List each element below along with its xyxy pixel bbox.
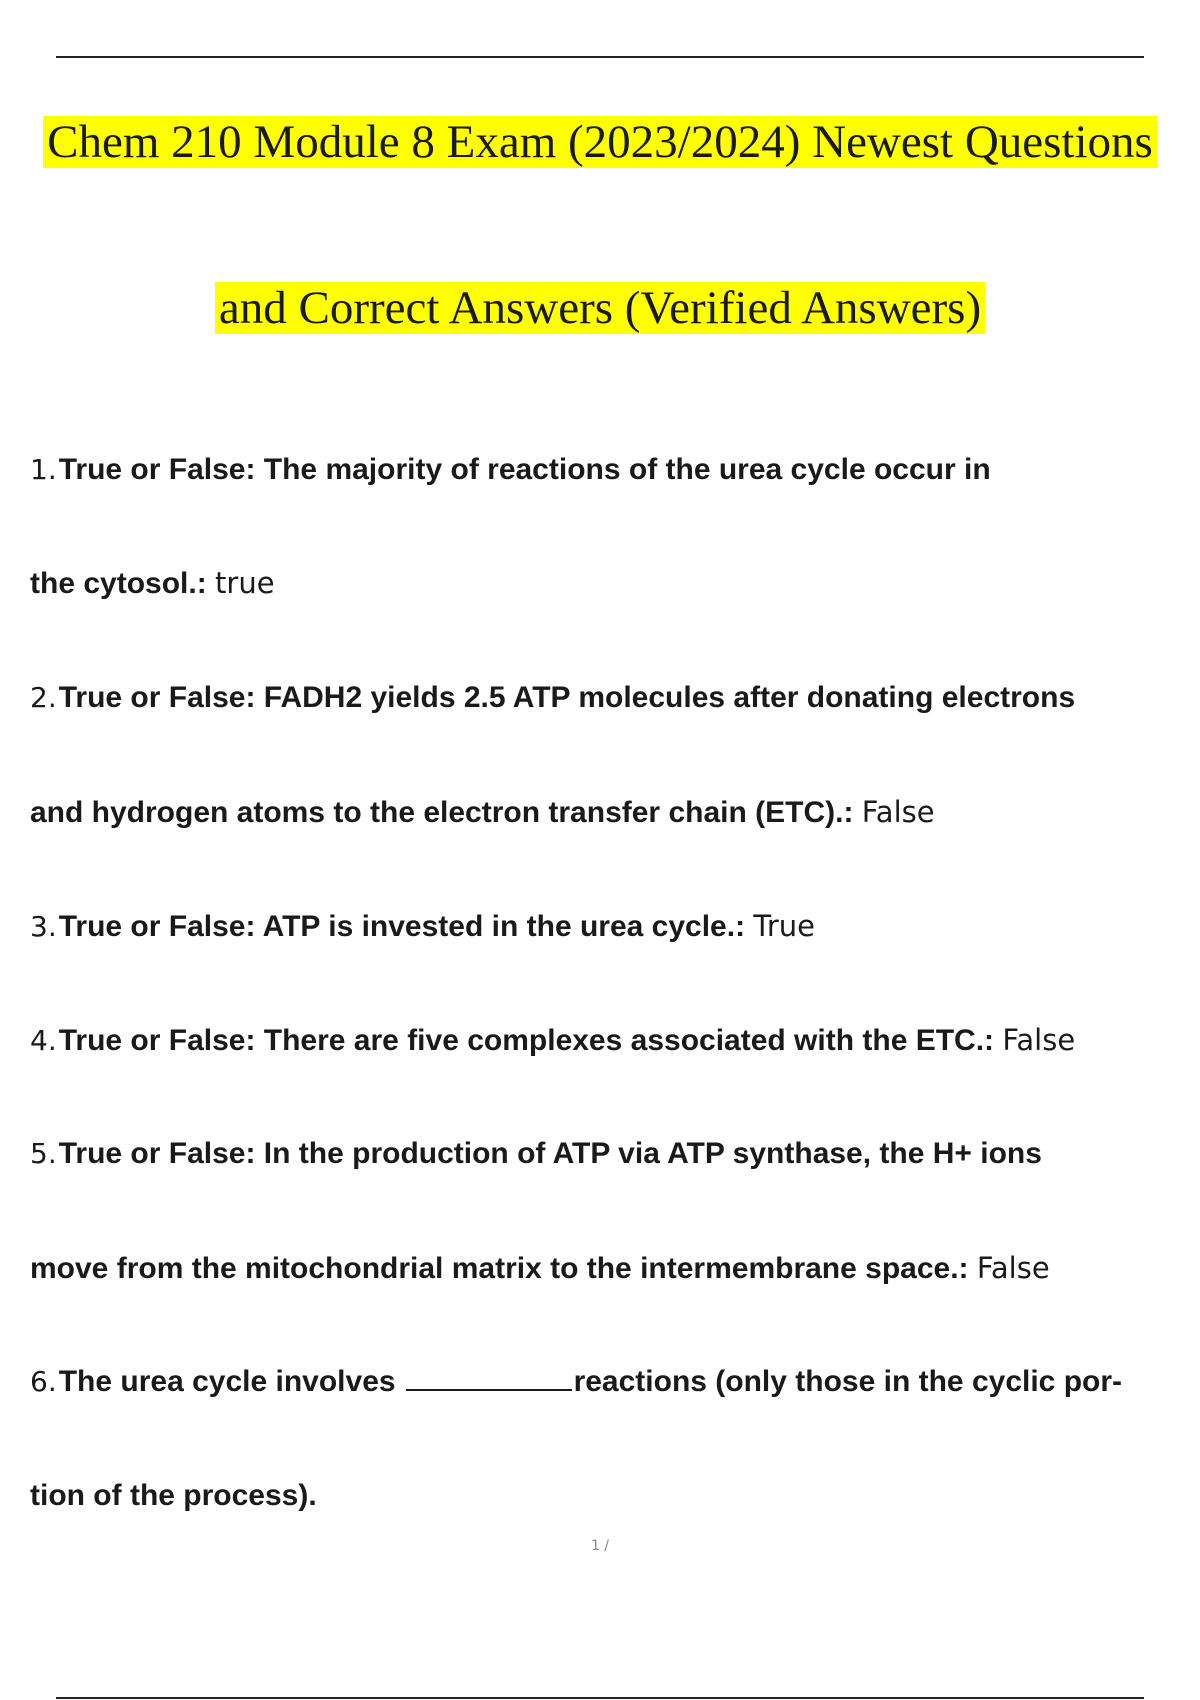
document-title-line-2 bbox=[0, 278, 1200, 338]
question-text: reactions (only those in the cyclic por- bbox=[573, 1365, 1123, 1398]
question-4-line-1 bbox=[30, 1020, 1075, 1061]
question-text: True or False: ATP is invested in the urea cycle.: bbox=[58, 910, 746, 943]
question-number: 4. bbox=[30, 1024, 57, 1057]
question-6-line-1 bbox=[30, 1362, 1122, 1402]
question-number: 6. bbox=[30, 1365, 57, 1398]
answer-text: False bbox=[861, 795, 935, 829]
question-5-line-1 bbox=[30, 1134, 1042, 1174]
question-number: 3. bbox=[30, 910, 57, 943]
page-number: 1 / bbox=[590, 1538, 610, 1554]
question-5-line-2 bbox=[30, 1248, 1050, 1289]
answer-text: True bbox=[753, 909, 816, 943]
question-text: True or False: The majority of reactions of the urea cycle occur in bbox=[58, 453, 991, 486]
answer-text: False bbox=[976, 1251, 1050, 1285]
question-6-line-2 bbox=[30, 1476, 317, 1516]
question-2-line-1 bbox=[30, 678, 1075, 718]
fill-in-blank bbox=[406, 1363, 572, 1391]
question-text: and hydrogen atoms to the electron transfer chain (ETC).: bbox=[30, 796, 854, 829]
top-rule bbox=[56, 56, 1144, 58]
answer-text: true bbox=[215, 566, 275, 600]
question-number: 5. bbox=[30, 1137, 57, 1170]
question-3-line-1 bbox=[30, 906, 815, 947]
answer-text: False bbox=[1002, 1023, 1076, 1057]
bottom-rule bbox=[56, 1697, 1144, 1699]
question-text: True or False: There are five complexes associated with the ETC.: bbox=[58, 1024, 995, 1057]
document-title-line-1 bbox=[0, 112, 1200, 172]
question-text: tion of the process). bbox=[30, 1479, 317, 1512]
question-text: True or False: In the production of ATP via ATP synthase, the H+ ions bbox=[58, 1137, 1042, 1170]
question-2-line-2 bbox=[30, 792, 935, 833]
title-highlight-1: Chem 210 Module 8 Exam (2023/2024) Newest Questions bbox=[43, 116, 1157, 168]
question-1-line-1 bbox=[30, 450, 991, 490]
question-text: move from the mitochondrial matrix to the intermembrane space.: bbox=[30, 1252, 969, 1285]
question-number: 2. bbox=[30, 681, 57, 714]
question-text: True or False: FADH2 yields 2.5 ATP molecules after donating electrons bbox=[58, 681, 1076, 714]
question-number: 1. bbox=[30, 453, 57, 486]
question-text: the cytosol.: bbox=[30, 567, 207, 600]
title-highlight-2: and Correct Answers (Verified Answers) bbox=[215, 282, 985, 334]
question-1-line-2 bbox=[30, 563, 275, 604]
question-text: The urea cycle involves bbox=[58, 1365, 396, 1398]
